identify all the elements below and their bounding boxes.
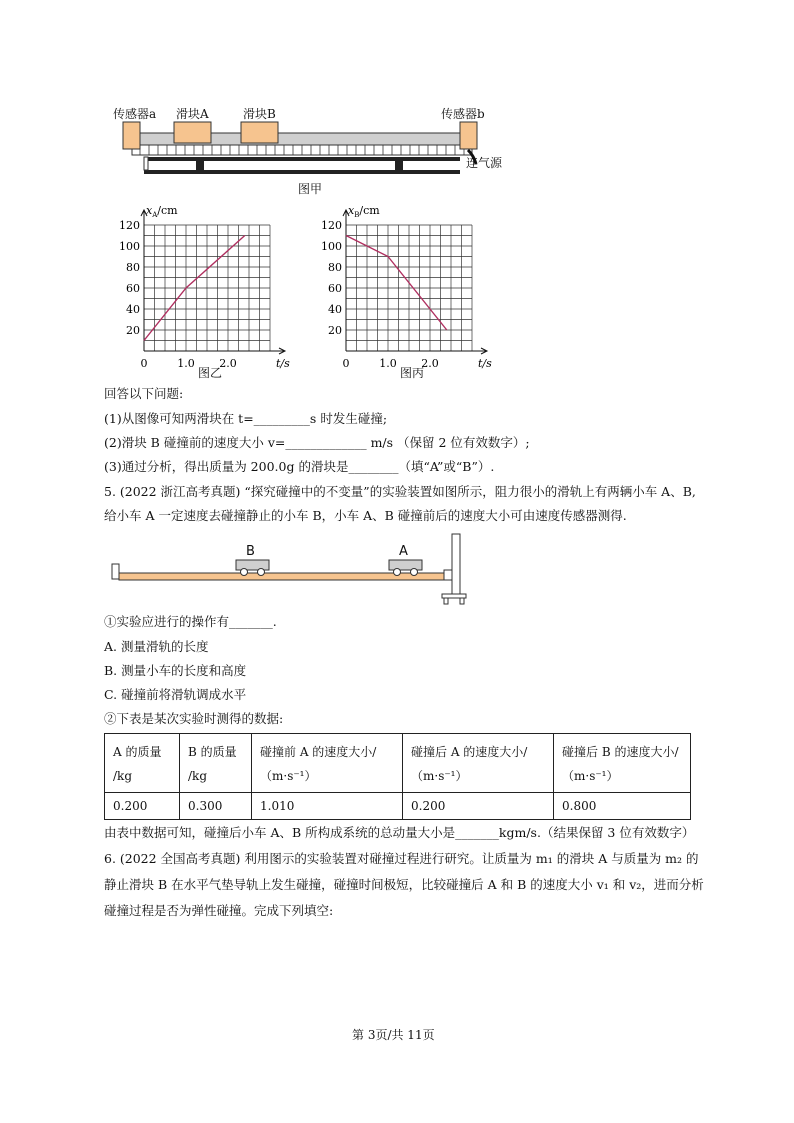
header-cell: 碰撞后 A 的速度大小/ （m·s⁻¹） [403,734,554,793]
table-row [105,793,691,820]
y-tick-label: 40 [126,303,140,316]
q5-conclusion: 由表中数据可知，碰撞后小车 A、B 所构成系统的总动量大小是_______kgm/s.（结果保留 3 位有效数字） [104,825,695,840]
q4-intro: 回答以下问题: [104,386,184,401]
x-tick-label: 0 [140,357,148,370]
q5-table-intro: ②下表是某次实验时测得的数据: [104,711,284,726]
y-tick-label: 100 [119,240,140,253]
data-table [104,733,691,820]
q5-line2: 给小车 A 一定速度去碰撞静止的小车 B，小车 A、B 碰撞前后的速度大小可由速度传感器测得. [104,508,627,523]
slider-a-box [174,122,211,143]
cart-b-label: B [246,544,255,559]
q6-line2: 静止滑块 B 在水平气垫导轨上发生碰撞，碰撞时间极短，比较碰撞后 A 和 B 的速度大小 v₁ 和 v₂，进而分析 [104,877,704,892]
cart-a-label: A [399,544,408,559]
slider-b-box [241,122,278,143]
x-tick-label: 0 [342,357,350,370]
sensor-b-box [460,122,477,149]
y-axis-label: $x_B/cm$ [348,204,380,219]
header-cell: 碰撞后 B 的速度大小/ （m·s⁻¹） [554,734,691,793]
cart-b-body [236,560,269,570]
header-cell: B 的质量 /kg [180,734,252,793]
cart-a-body [389,560,422,570]
q5-option-a: A. 测量滑轨的长度 [104,639,209,654]
air-source-label: 连气源 [466,156,503,170]
table-cell: 1.010 [252,793,403,820]
header-cell: A 的质量 /kg [105,734,180,793]
x-tick-label: 2.0 [219,357,237,370]
q5-option-b: B. 测量小车的长度和高度 [104,663,247,678]
figure-caption-yi: 图乙 [198,366,223,380]
x-tick-label: 1.0 [379,357,397,370]
q6-line1: 6. (2022 全国高考真题) 利用图示的实验装置对碰撞过程进行研究。让质量为 m₁ 的滑块 A 与质量为 m₂ 的 [104,851,699,866]
table-cell: 0.800 [554,793,691,820]
table-header-row [105,734,691,793]
x-tick-label: 2.0 [421,357,439,370]
cart-track-figure [108,532,478,608]
sensor-a-label: 传感器a [113,107,157,121]
q6-line3: 碰撞过程是否为弹性碰撞。完成下列填空: [104,903,334,918]
page-footer: 第 3页/共 11页 [352,1028,435,1042]
table-cell: 0.200 [403,793,554,820]
graph-xa [110,194,300,376]
y-tick-label: 20 [126,324,140,337]
y-tick-label: 60 [126,282,140,295]
y-tick-label: 80 [328,261,342,274]
q4-part1: (1)从图像可知两滑块在 t=_________s 时发生碰撞; [104,411,388,426]
y-tick-label: 120 [119,219,140,232]
q4-part2: (2)滑块 B 碰撞前的速度大小 v=_____________ m/s （保留 2 位有效数字）; [104,435,530,450]
table-cell: 0.200 [105,793,180,820]
y-axis-label: $x_A/cm$ [146,204,178,219]
header-cell: 碰撞前 A 的速度大小/ （m·s⁻¹） [252,734,403,793]
sensor-b-label: 传感器b [441,107,485,121]
slider-a-label: 滑块A [176,107,209,121]
sensor-a-box [123,122,140,149]
slider-b-label: 滑块B [243,107,276,121]
y-tick-label: 100 [321,240,342,253]
x-axis-label: t/s [478,357,492,370]
table-cell: 0.300 [180,793,252,820]
y-tick-label: 20 [328,324,342,337]
x-tick-label: 1.0 [177,357,195,370]
q5-option-c: C. 碰撞前将滑轨调成水平 [104,687,247,702]
figure-caption-bing: 图丙 [400,366,425,380]
q5-operation-prompt: ①实验应进行的操作有_______. [104,614,277,629]
q5-line1: 5. (2022 浙江高考真题) “探究碰撞中的不变量”的实验装置如图所示，阻力很小的滑轨上有两辆小车 A、B, [104,484,696,499]
q4-part3: (3)通过分析，得出质量为 200.0g 的滑块是________（填“A”或“B”）. [104,459,495,474]
graph-xb [312,194,502,376]
y-tick-label: 40 [328,303,342,316]
y-tick-label: 60 [328,282,342,295]
series-line [346,236,447,331]
y-tick-label: 80 [126,261,140,274]
x-axis-label: t/s [276,357,290,370]
y-tick-label: 120 [321,219,342,232]
figure-caption-jia: 图甲 [298,182,323,196]
